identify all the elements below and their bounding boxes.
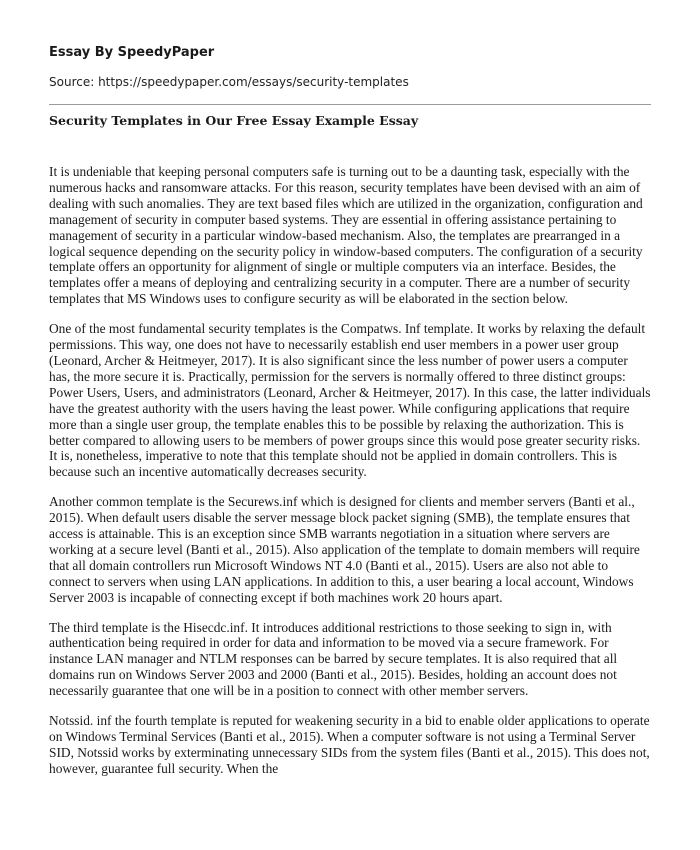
paragraph-1: It is undeniable that keeping personal computers safe is turning out to be a daunting task, especially with the numerous hacks and ransomware attacks. For this reason, security templates have been devised with an aim of dealing with such anomalies. They are text based files which are utilized in the organization, configuration and management of security in computer based systems. They are essential in offering assistance pertaining to management of security in a particular window-based mechanism. Also, the templates are prearranged in a logical sequence depending on the security policy in window-based computers. The configuration of a security template offers an opportunity for alignment of single or multiple computers via an interface. Besides, the templates offer a means of deploying and centralizing security in a computer. There are a number of security templates that MS Windows uses to configure security as will be elaborated in the section below. bbox=[49, 164, 643, 307]
paragraph-2: One of the most fundamental security templates is the Compatws. Inf template. It works by relaxing the default permissions. This way, one does not have to necessarily establish end user members in a power user group (Leonard, Archer & Heitmeyer, 2017). It is also significant since the less number of power users a computer has, the more secure it is. Practically, permission for the servers is normally offered to three distinct groups: Power Users, Users, and administrators (Leonard, Archer & Heitmeyer, 2017). In this case, the latter individuals have the greatest authority with the users having the least power. While configuring applications that require more than a single user group, the template enables this to be possible by relaxing the authorization. This is better compared to allowing users to be members of power groups since this would pose greater security risks. It is, nonetheless, imperative to note that this template should not be applied in domain controllers. This is because such an incentive automatically decreases security. bbox=[49, 321, 651, 480]
site-title: Essay By SpeedyPaper bbox=[49, 45, 215, 60]
source-line: Source: https://speedypaper.com/essays/security-templates bbox=[49, 75, 409, 89]
header-divider bbox=[49, 104, 651, 105]
essay-body bbox=[49, 164, 651, 777]
essay-title: Security Templates in Our Free Essay Example Essay bbox=[49, 113, 419, 128]
paragraph-3: Another common template is the Securews.inf which is designed for clients and member servers (Banti et al., 2015). When default users disable the server message block packet signing (SMB), the template ensures that access is attainable. This is an exception since SMB warrants negotiation in a situation where servers are working at a secure level (Banti et al., 2015). Also application of the template to domain members will require that all domain controllers run Microsoft Windows NT 4.0 (Banti et al., 2015). Users are also not able to connect to servers when using LAN applications. In addition to this, a user bearing a local account, Windows Server 2003 is incapable of connecting except if both machines work 20 hours apart. bbox=[49, 494, 640, 605]
paragraph-5: Notssid. inf the fourth template is reputed for weakening security in a bid to enable older applications to operate on Windows Terminal Services (Banti et al., 2015). When a computer software is not using a Terminal Server SID, Notssid works by exterminating unnecessary SIDs from the system files (Banti et al., 2015). This does not, however, guarantee full security. When the bbox=[49, 713, 650, 776]
paragraph-4: The third template is the Hisecdc.inf. It introduces additional restrictions to those seeking to sign in, with authentication being required in order for data and information to be moved via a secure framework. For instance LAN manager and NTLM responses can be barred by secure templates. It is also required that all domains run on Windows Server 2003 and 2000 (Banti et al., 2015). Besides, holding an account does not necessarily guarantee that one will be in a position to connect with other member servers. bbox=[49, 619, 618, 699]
